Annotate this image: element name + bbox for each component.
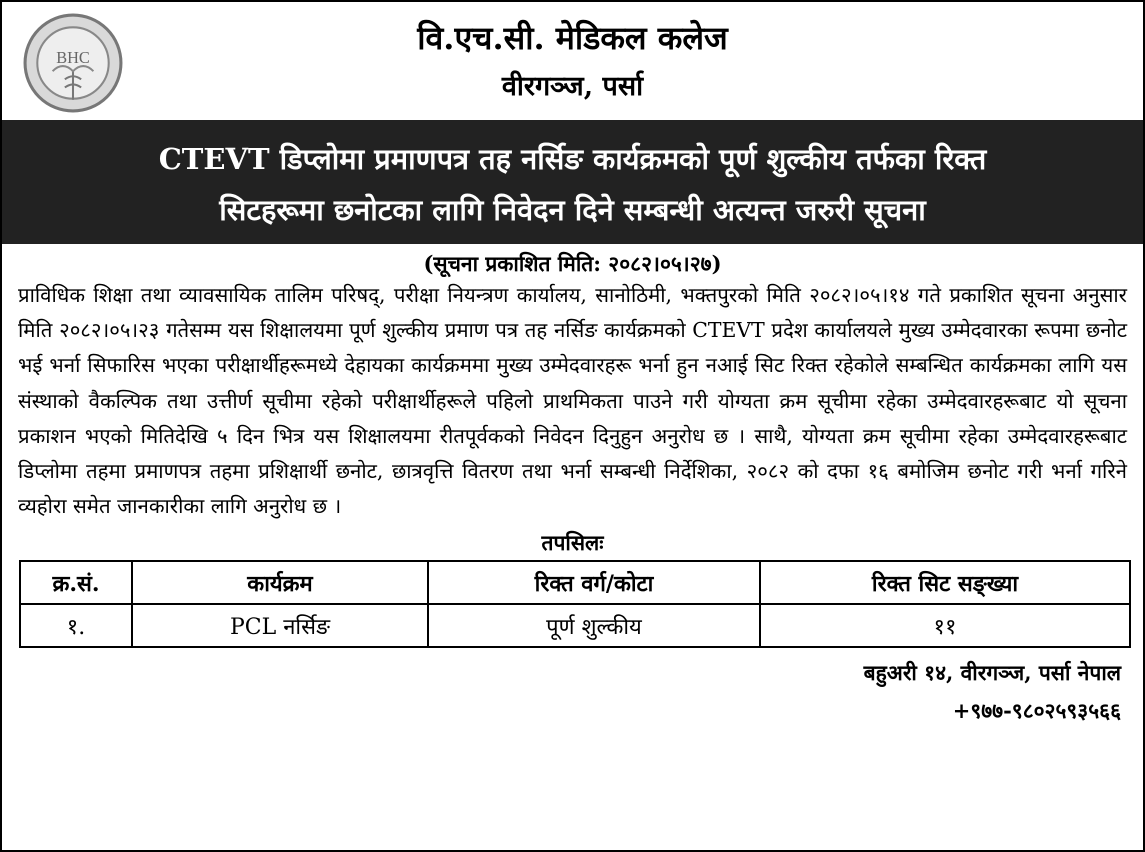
- notice-body: प्राविधिक शिक्षा तथा व्यावसायिक तालिम परिषद्, परीक्षा नियन्त्रण कार्यालय, सानोठिमी, भक्तपुरको मिति २०८२।०५।१४ गते प्रकाशित सूचना अनुसार मिति २०८२।०५।२३ गतेसम्म यस शिक्षालयमा पूर्ण शुल्कीय प्रमाण पत्र तह नर्सिङ कार्यक्रमको CTEVT प्रदेश कार्यालयले मुख्य उम्मेदवारका रूपमा छनोट भई भर्ना सिफारिस भएका परीक्षार्थीहरूमध्ये देहायका कार्यक्रममा मुख्य उम्मेदवारहरू भर्ना हुन नआई सिट रिक्त रहेकोले सम्बन्धित कार्यक्रमका लागि यस संस्थाको वैकल्पिक तथा उत्तीर्ण सूचीमा रहेको परीक्षार्थीहरूले पहिलो प्राथमिकता पाउने गरी योग्यता क्रम सूचीमा रहेका उम्मेदवारहरूबाट यो सूचना प्रकाशन भएको मितिदेखि ५ दिन भित्र यस शिक्षालयमा रीतपूर्वकको निवेदन दिनुहुन अनुरोध छ । साथै, योग्यता क्रम सूचीमा रहेका उम्मेदवारहरूबाट डिप्लोमा तहमा प्रमाणपत्र तहमा प्रशिक्षार्थी छनोट, छात्रवृत्ति वितरण तथा भर्ना सम्बन्धी निर्देशिका, २०८२ को दफा १६ बमोजिम छनोट गरी भर्ना गरिने व्यहोरा समेत जानकारीका लागि अनुरोध छ ।: [18, 283, 1127, 519]
- cell-seat-count: ११: [760, 604, 1130, 647]
- logo-text: BHC: [56, 48, 90, 67]
- table-title: तपसिलः: [541, 530, 604, 556]
- notice-title-line-1: CTEVT डिप्लोमा प्रमाणपत्र तह नर्सिङ कार्यक्रमको पूर्ण शुल्कीय तर्फका रिक्त: [158, 142, 987, 176]
- footer-address: बहुअरी १४, वीरगञ्ज, पर्सा नेपाल: [863, 660, 1121, 686]
- header: [2, 2, 1143, 120]
- header-seat-count: रिक्त सिट सङ्ख्या: [760, 561, 1130, 604]
- table-header-row: [20, 561, 1130, 604]
- cell-sn: १.: [20, 604, 132, 647]
- table-row: [20, 604, 1130, 647]
- footer: [2, 658, 1143, 732]
- notice-title-banner: [2, 120, 1143, 244]
- college-place: वीरगञ्ज, पर्सा: [501, 71, 644, 102]
- header-quota: रिक्त वर्ग/कोटा: [428, 561, 760, 604]
- notice-title-line-2: सिटहरूमा छनोटका लागि निवेदन दिने सम्बन्धी अत्यन्त जरुरी सूचना: [219, 193, 926, 227]
- cell-program: PCL नर्सिङ: [132, 604, 428, 647]
- vacant-seats-table: [19, 560, 1131, 648]
- footer-phone: +९७७-९८०२५९३५६६: [952, 698, 1121, 724]
- header-program: कार्यक्रम: [132, 561, 428, 604]
- cell-quota: पूर्ण शुल्कीय: [428, 604, 760, 647]
- header-sn: क्र.सं.: [20, 561, 132, 604]
- published-date: (सूचना प्रकाशित मिति: २०८२।०५।२७): [423, 251, 722, 276]
- college-name: वि.एच.सी. मेडिकल कलेज: [417, 19, 728, 57]
